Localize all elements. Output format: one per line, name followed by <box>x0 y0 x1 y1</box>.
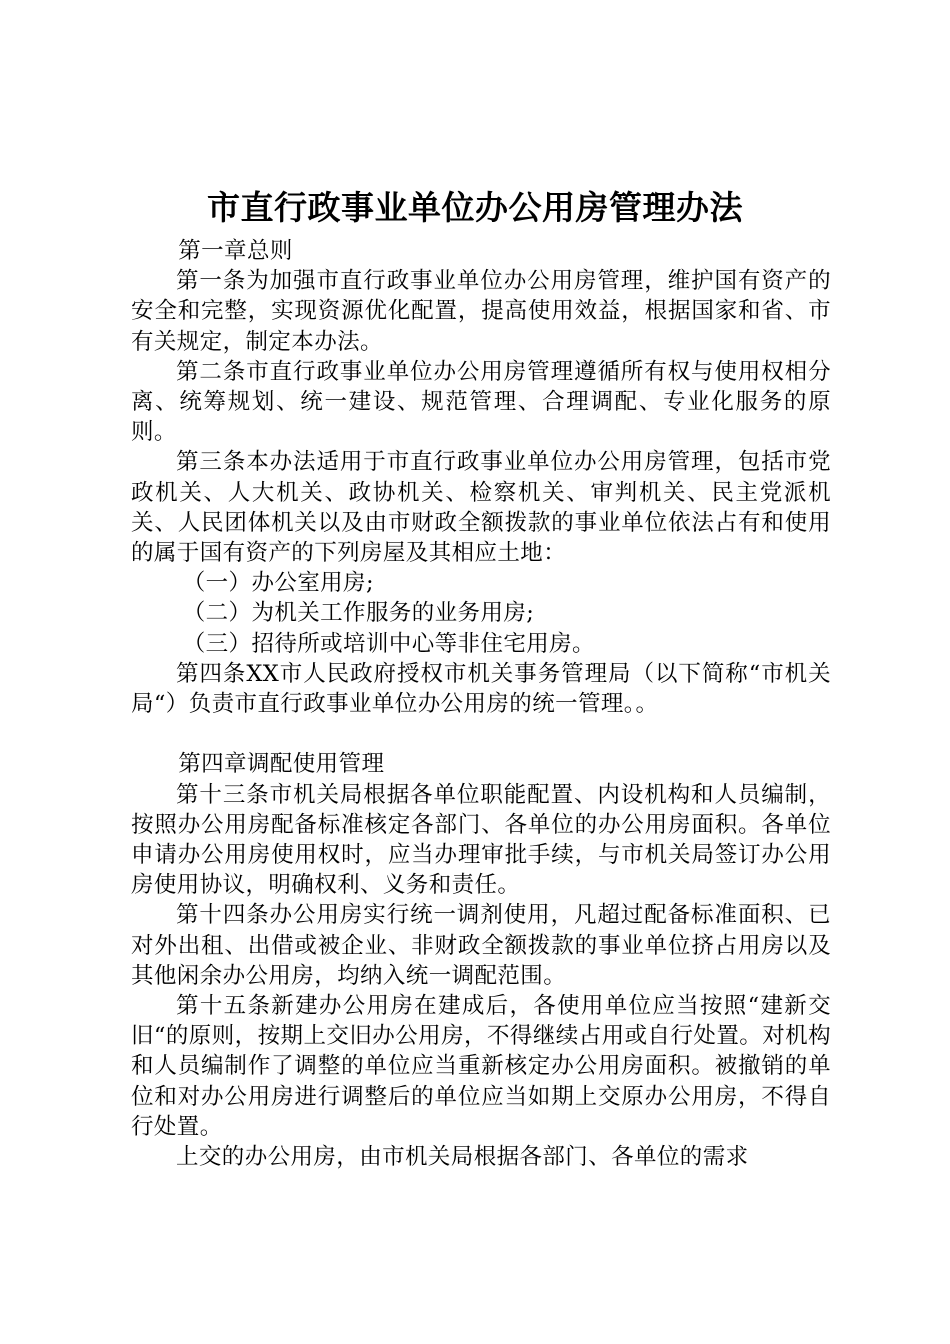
article-13-paragraph: 第十三条市机关局根据各单位职能配置、内设机构和人员编制，按照办公用房配备标准核定各部门、各单位的办公用房面积。各单位申请办公用房使用权时，应当办理审批手续，与市机关局签订办公用房使用协议，明确权利、义务和责任。 <box>131 781 831 899</box>
chapter-1-heading: 第一章总则 <box>178 238 293 264</box>
document-title: 市直行政事业单位办公用房管理办法 <box>207 188 743 227</box>
list-item-3: （三）招待所或培训中心等非住宅用房。 <box>182 630 595 657</box>
article-2-paragraph: 第二条市直行政事业单位办公用房管理遵循所有权与使用权相分离、统筹规划、统一建设、规范管理、合理调配、专业化服务的原则。 <box>131 358 831 446</box>
continuation-paragraph: 上交的办公用房，由市机关局根据各部门、各单位的需求 <box>176 1144 749 1171</box>
list-item-1: （一）办公室用房; <box>182 570 374 597</box>
article-1-paragraph: 第一条为加强市直行政事业单位办公用房管理，维护国有资产的安全和完整，实现资源优化配置，提高使用效益，根据国家和省、市有关规定，制定本办法。 <box>131 268 831 355</box>
article-3-paragraph: 第三条本办法适用于市直行政事业单位办公用房管理，包括市党政机关、人大机关、政协机关、检察机关、审判机关、民主党派机关、人民团体机关以及由市财政全额拨款的事业单位依法占有和使用的属于国有资产的下列房屋及其相应土地： <box>131 449 831 567</box>
article-15-paragraph: 第十五条新建办公用房在建成后，各使用单位应当按照“建新交旧“的原则，按期上交旧办公用房，不得继续占用或自行处置。对机构和人员编制作了调整的单位应当重新核定办公用房面积。被撤销的单位和对办公用房进行调整后的单位应当如期上交原办公用房，不得自行处置。 <box>131 993 831 1140</box>
article-14-paragraph: 第十四条办公用房实行统一调剂使用，凡超过配备标准面积、已对外出租、出借或被企业、非财政全额拨款的事业单位挤占用房以及其他闲余办公用房，均纳入统一调配范围。 <box>131 902 831 989</box>
article-4-paragraph: 第四条XX市人民政府授权市机关事务管理局（以下简称“市机关局“）负责市直行政事业单位办公用房的统一管理。。 <box>131 660 831 718</box>
chapter-4-heading: 第四章调配使用管理 <box>178 751 385 778</box>
list-item-2: （二）为机关工作服务的业务用房; <box>182 600 535 627</box>
section-spacer <box>131 719 831 749</box>
document-body <box>131 236 831 1172</box>
